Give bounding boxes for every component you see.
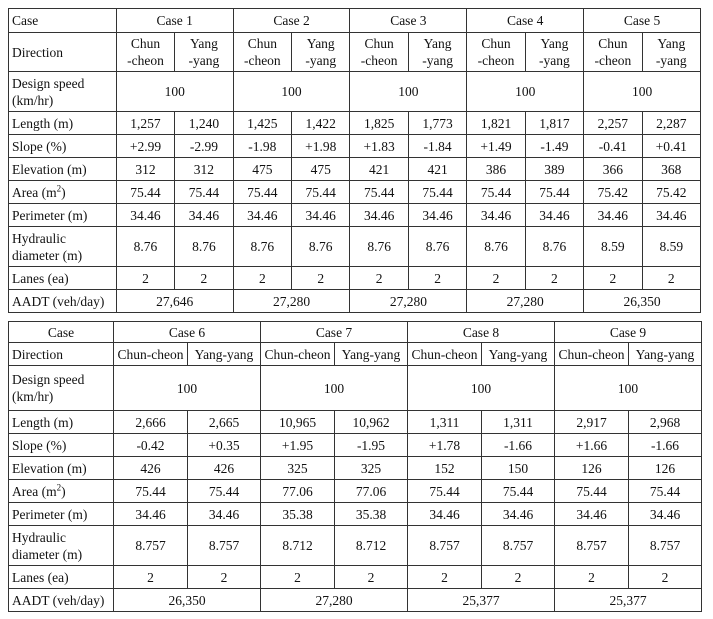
elevation-cell: 126 [629,457,702,480]
length-cell: 2,968 [629,411,702,434]
aadt-cell: 27,280 [350,290,467,313]
area-label-close: ) [61,483,66,499]
lanes-cell: 2 [408,267,466,290]
row-label: AADT (veh/day) [9,290,117,313]
lanes-cell: 2 [482,566,555,589]
design-speed-cell: 100 [233,72,350,112]
area-cell: 75.44 [188,480,261,503]
case-header: Case [9,9,117,33]
lanes-cell: 2 [116,267,174,290]
row-label: Perimeter (m) [9,204,117,227]
perimeter-cell: 34.46 [175,204,233,227]
row-label: Length (m) [9,112,117,135]
hydraulic-cell: 8.76 [525,227,583,267]
lanes-cell: 2 [261,566,335,589]
elevation-cell: 426 [114,457,188,480]
elevation-cell: 325 [261,457,335,480]
aadt-cell: 25,377 [408,589,555,612]
perimeter-cell: 34.46 [555,503,629,526]
area-label-superscript: 2 [56,482,62,492]
case-label: Case 8 [408,322,555,343]
perimeter-cell: 34.46 [642,204,700,227]
elevation-cell: 152 [408,457,482,480]
case-label: Case 6 [114,322,261,343]
length-cell: 1,240 [175,112,233,135]
direction-row [9,33,701,72]
design-speed-cell: 100 [555,366,702,411]
lanes-cell: 2 [175,267,233,290]
length-cell: 1,311 [408,411,482,434]
perimeter-cell: 34.46 [408,204,466,227]
perimeter-cell: 34.46 [188,503,261,526]
direction-cell: Yang-yang [188,343,261,366]
direction-row [9,343,702,366]
elevation-cell: 312 [116,158,174,181]
slope-cell: +1.95 [261,434,335,457]
area-label-text: Area (m [12,184,57,200]
length-row [9,411,702,434]
elevation-cell: 312 [175,158,233,181]
hydraulic-cell: 8.76 [408,227,466,267]
aadt-cell: 26,350 [114,589,261,612]
perimeter-cell: 34.46 [629,503,702,526]
hydraulic-cell: 8.76 [467,227,525,267]
lanes-cell: 2 [114,566,188,589]
case-label: Case 3 [350,9,467,33]
row-label: Slope (%) [9,434,114,457]
perimeter-cell: 34.46 [350,204,408,227]
elevation-cell: 421 [408,158,466,181]
elevation-cell: 126 [555,457,629,480]
length-cell: 2,257 [584,112,642,135]
hydraulic-cell: 8.59 [584,227,642,267]
length-cell: 1,817 [525,112,583,135]
direction-cell: Chun -cheon [233,33,291,72]
area-cell: 75.44 [175,181,233,204]
length-cell: 10,965 [261,411,335,434]
elevation-cell: 366 [584,158,642,181]
row-label: Perimeter (m) [9,503,114,526]
perimeter-row [9,204,701,227]
area-cell: 75.44 [116,181,174,204]
length-cell: 1,257 [116,112,174,135]
header-row [9,9,701,33]
hydraulic-diameter-row [9,227,701,267]
elevation-cell: 150 [482,457,555,480]
design-speed-cell: 100 [350,72,467,112]
slope-cell: +1.98 [292,135,350,158]
slope-cell: +0.35 [188,434,261,457]
aadt-cell: 27,646 [116,290,233,313]
row-label: Hydraulic diameter (m) [9,526,114,566]
slope-cell: +1.66 [555,434,629,457]
lanes-cell: 2 [188,566,261,589]
design-speed-cell: 100 [114,366,261,411]
elevation-row [9,158,701,181]
design-speed-cell: 100 [261,366,408,411]
design-speed-cell: 100 [408,366,555,411]
lanes-row [9,566,702,589]
tunnel-table-cases-1-5 [8,8,701,313]
direction-cell: Yang -yang [525,33,583,72]
lanes-cell: 2 [642,267,700,290]
area-label-superscript: 2 [56,183,62,193]
area-row [9,480,702,503]
aadt-row [9,290,701,313]
direction-cell: Chun -cheon [467,33,525,72]
perimeter-cell: 34.46 [114,503,188,526]
elevation-cell: 386 [467,158,525,181]
direction-cell: Chun -cheon [350,33,408,72]
hydraulic-cell: 8.76 [116,227,174,267]
design-speed-cell: 100 [584,72,701,112]
case-label: Case 1 [116,9,233,33]
perimeter-cell: 34.46 [482,503,555,526]
area-cell: 75.42 [642,181,700,204]
perimeter-cell: 34.46 [292,204,350,227]
lanes-cell: 2 [525,267,583,290]
hydraulic-cell: 8.757 [114,526,188,566]
case-label: Case 7 [261,322,408,343]
row-label: Elevation (m) [9,158,117,181]
case-label: Case 5 [584,9,701,33]
hydraulic-cell: 8.757 [555,526,629,566]
elevation-cell: 325 [335,457,408,480]
slope-cell: +2.99 [116,135,174,158]
elevation-cell: 389 [525,158,583,181]
direction-cell: Chun-cheon [114,343,188,366]
length-cell: 1,422 [292,112,350,135]
area-cell: 75.44 [525,181,583,204]
slope-cell: +1.49 [467,135,525,158]
length-cell: 1,425 [233,112,291,135]
length-cell: 1,311 [482,411,555,434]
elevation-cell: 368 [642,158,700,181]
lanes-cell: 2 [292,267,350,290]
perimeter-cell: 34.46 [408,503,482,526]
direction-cell: Chun-cheon [555,343,629,366]
area-cell: 75.44 [114,480,188,503]
hydraulic-cell: 8.757 [408,526,482,566]
lanes-cell: 2 [584,267,642,290]
hydraulic-cell: 8.757 [482,526,555,566]
slope-row [9,434,702,457]
lanes-row [9,267,701,290]
perimeter-cell: 34.46 [584,204,642,227]
hydraulic-cell: 8.76 [175,227,233,267]
length-cell: 1,773 [408,112,466,135]
length-cell: 1,825 [350,112,408,135]
row-label [9,480,114,503]
elevation-cell: 426 [188,457,261,480]
aadt-cell: 27,280 [233,290,350,313]
direction-cell: Chun -cheon [584,33,642,72]
area-cell: 75.44 [467,181,525,204]
hydraulic-cell: 8.76 [292,227,350,267]
slope-cell: +1.83 [350,135,408,158]
case-header: Case [9,322,114,343]
direction-cell: Yang-yang [482,343,555,366]
aadt-cell: 27,280 [467,290,584,313]
area-cell: 75.44 [482,480,555,503]
lanes-cell: 2 [555,566,629,589]
hydraulic-cell: 8.76 [233,227,291,267]
lanes-cell: 2 [408,566,482,589]
row-label: Direction [9,33,117,72]
hydraulic-cell: 8.757 [629,526,702,566]
elevation-cell: 475 [292,158,350,181]
row-label: Lanes (ea) [9,267,117,290]
case-label: Case 2 [233,9,350,33]
length-cell: 10,962 [335,411,408,434]
aadt-row [9,589,702,612]
slope-cell: -0.42 [114,434,188,457]
perimeter-row [9,503,702,526]
row-label: Design speed (km/hr) [9,366,114,411]
direction-cell: Yang -yang [292,33,350,72]
design-speed-row [9,366,702,411]
area-row [9,181,701,204]
area-cell: 75.44 [233,181,291,204]
tunnel-table-cases-6-9 [8,321,702,612]
hydraulic-cell: 8.712 [335,526,408,566]
direction-cell: Yang -yang [175,33,233,72]
length-cell: 2,665 [188,411,261,434]
area-cell: 77.06 [261,480,335,503]
row-label: Hydraulic diameter (m) [9,227,117,267]
row-label: Slope (%) [9,135,117,158]
length-cell: 2,666 [114,411,188,434]
header-row [9,322,702,343]
area-cell: 75.44 [555,480,629,503]
design-speed-cell: 100 [467,72,584,112]
area-cell: 75.44 [408,480,482,503]
direction-cell: Yang -yang [408,33,466,72]
row-label: Design speed (km/hr) [9,72,117,112]
hydraulic-diameter-row [9,526,702,566]
hydraulic-cell: 8.757 [188,526,261,566]
design-speed-cell: 100 [116,72,233,112]
slope-cell: -1.84 [408,135,466,158]
slope-cell: -1.95 [335,434,408,457]
slope-cell: -2.99 [175,135,233,158]
perimeter-cell: 34.46 [467,204,525,227]
length-cell: 2,917 [555,411,629,434]
aadt-cell: 25,377 [555,589,702,612]
length-cell: 1,821 [467,112,525,135]
area-cell: 75.44 [292,181,350,204]
row-label: AADT (veh/day) [9,589,114,612]
slope-cell: -1.66 [482,434,555,457]
slope-cell: -1.66 [629,434,702,457]
lanes-cell: 2 [350,267,408,290]
area-cell: 75.44 [629,480,702,503]
perimeter-cell: 35.38 [261,503,335,526]
row-label: Elevation (m) [9,457,114,480]
hydraulic-cell: 8.76 [350,227,408,267]
slope-cell: +0.41 [642,135,700,158]
length-row [9,112,701,135]
elevation-cell: 421 [350,158,408,181]
case-label: Case 4 [467,9,584,33]
case-label: Case 9 [555,322,702,343]
area-cell: 75.44 [350,181,408,204]
row-label: Length (m) [9,411,114,434]
length-cell: 2,287 [642,112,700,135]
area-cell: 75.44 [408,181,466,204]
aadt-cell: 27,280 [261,589,408,612]
row-label: Direction [9,343,114,366]
perimeter-cell: 35.38 [335,503,408,526]
area-cell: 77.06 [335,480,408,503]
area-label-close: ) [61,184,66,200]
elevation-cell: 475 [233,158,291,181]
perimeter-cell: 34.46 [525,204,583,227]
lanes-cell: 2 [233,267,291,290]
lanes-cell: 2 [467,267,525,290]
slope-cell: -1.98 [233,135,291,158]
hydraulic-cell: 8.59 [642,227,700,267]
design-speed-row [9,72,701,112]
area-cell: 75.42 [584,181,642,204]
direction-cell: Yang -yang [642,33,700,72]
direction-cell: Yang-yang [629,343,702,366]
slope-row [9,135,701,158]
lanes-cell: 2 [335,566,408,589]
area-label-text: Area (m [12,483,57,499]
slope-cell: +1.78 [408,434,482,457]
perimeter-cell: 34.46 [116,204,174,227]
direction-cell: Chun-cheon [408,343,482,366]
slope-cell: -1.49 [525,135,583,158]
row-label [9,181,117,204]
direction-cell: Chun -cheon [116,33,174,72]
hydraulic-cell: 8.712 [261,526,335,566]
elevation-row [9,457,702,480]
slope-cell: -0.41 [584,135,642,158]
direction-cell: Chun-cheon [261,343,335,366]
lanes-cell: 2 [629,566,702,589]
perimeter-cell: 34.46 [233,204,291,227]
aadt-cell: 26,350 [584,290,701,313]
direction-cell: Yang-yang [335,343,408,366]
row-label: Lanes (ea) [9,566,114,589]
